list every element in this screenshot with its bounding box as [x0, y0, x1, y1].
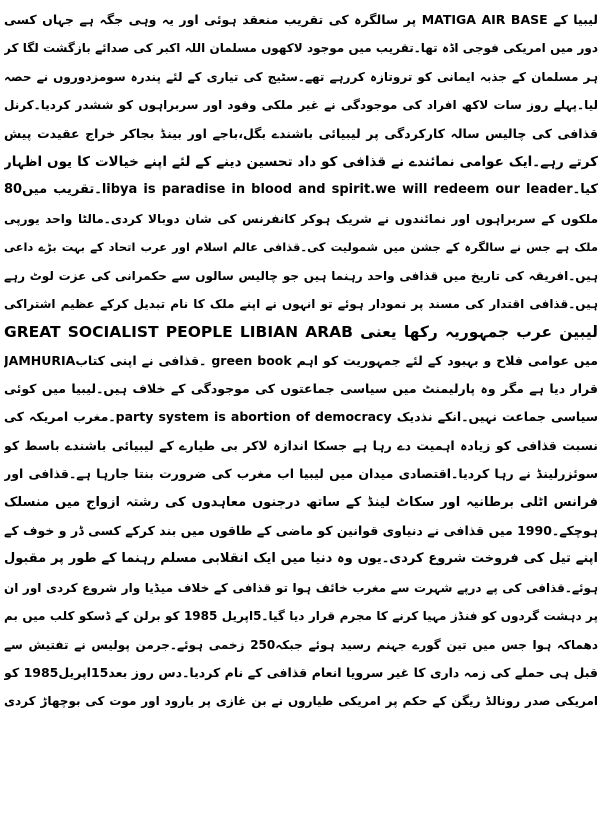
text-line-4: لیا۔پہلے روز سات لاکھ افراد کی موجودگی نے غیر ملکی وفود اور سربراہوں کو ششدر کردیا۔کرنل [4, 98, 598, 113]
text-line-1: لیبیا کے MATIGA AIR BASE پر سالگرہ کی تقریب منعقد ہوئی اور یہ وہی جگہ ہے جہاں کسی [4, 12, 598, 27]
text-line-17: سوئزرلینڈ نے رہا کردیا۔اقتصادی میدان میں لیبیا اب مغرب کی ضرورت بنتا جارہا ہے۔قذافی اور [4, 466, 598, 482]
text-line-2: دور میں امریکی فوجی اڈہ تھا۔تقریب میں موجود لاکھوں مسلمان اللہ اکبر کی صدائے بازگشت لگا کر [4, 41, 598, 56]
text-line-10: ہیں۔افریقہ کی تاریخ میں قذافی واحد رہنما ہیں جو چالیس سالوں سے حکمرانی کی عزت لوٹ رہے [4, 268, 598, 283]
text-line-3: ہر مسلمان کے جذبہ ایمانی کو تروتازہ کررہے تھے۔سٹیج کی تیاری کے لئے پندرہ سومزدوروں نے حصہ [4, 69, 598, 84]
text-line-19: ہوچکے۔1990 میں قذافی نے دنیاوی قوانین کو ماضی کے طاقوں میں بند کرکے کسی ڈر و خوف کے [4, 523, 598, 539]
text-line-25: امریکی صدر رونالڈ ریگن کے حکم پر امریکی طیاروں نے بن غازی پر بارود اور موت کی بوچھاڑ کردی [4, 694, 598, 709]
text-line-22: پر دہشت گردوں کو فنڈز مہیا کرنے کا مجرم قرار دیا گیا۔5اپریل 1985 کو برلن کے ڈسکو کلب میں بم [4, 609, 598, 624]
text-line-13: JAMHURIA۔قذافی نے اپنی کتاب green book میں عوامی فلاح و بہبود کے لئے جمہوریت کو اہم [4, 352, 598, 368]
article-text [4, 6, 598, 716]
text-line-7: کیا۔libya is paradise in blood and spirit.we will redeem our leader۔تقریب میں80 [4, 182, 598, 198]
text-line-12: لیبین عرب جمہوریہ رکھا یعنی GREAT SOCIALIST PEOPLE LIBIAN ARAB [4, 323, 598, 342]
text-line-5: قذافی کی چالیس سالہ کارکردگی پر لیبیائی باشندے بگل،باجے اور بینڈ بجاکر خراج عقیدت پیش [4, 125, 598, 141]
text-line-11: ہیں۔قذافی اقتدار کی مسند پر نمودار ہوئے تو انہوں نے اپنے ملک کا نام تبدیل کرکے عظیم اشتراکی [4, 296, 598, 311]
text-line-16: نسبت قذافی کو زیادہ اہمیت دے رہا ہے جسکا اندازہ لاکر بی طیارے کے لیبیائی باشندے باسط کو [4, 437, 598, 453]
text-line-15: سیاسی جماعت نہیں۔انکے نذدیک party system is abortion of democracy۔مغرب امریکہ کی [4, 409, 598, 425]
text-line-6: کرتے رہے۔ایک عوامی نمائندے نے قذافی کو داد تحسین دینے کے لئے اپنے خیالات کا یوں اظہار [4, 153, 598, 170]
text-line-21: ہوئے۔قذافی کی پے درپے شہرت سے مغرب خائف ہوا تو قذافی کے خلاف میڈیا وار شروع کردی اور ان [4, 580, 598, 595]
text-line-8: ملکوں کے سربراہوں اور نمائندوں نے شریک ہوکر کانفرنس کی شان دوبالا کردی۔مالٹا واحد یورپی [4, 211, 598, 226]
text-line-18: فرانس اٹلی برطانیہ اور سکاٹ لینڈ کے ساتھ درجنوں معاہدوں کی رشتہ ازواج میں منسلک [4, 494, 598, 510]
text-line-20: اپنے تیل کی فروخت شروع کردی۔یوں وہ دنیا میں ایک انقلابی مسلم رہنما کے طور پر مقبول [4, 551, 598, 567]
text-line-23: دھماکہ ہوا جس میں تین گورے جہنم رسید ہوئے جبکہ250 زخمی ہوئے۔جرمن پولیس نے تفتیش سے [4, 637, 598, 652]
text-line-24: قبل ہی حملے کی زمہ داری کا غیر سرویا انعام قذافی کے نام کردیا۔دس روز بعد15اپریل1985 کو [4, 664, 598, 680]
text-line-14: قرار دیا ہے مگر وہ پارلیمنٹ میں سیاسی جماعتوں کی موجودگی کے خلاف ہیں۔لیبیا میں کوئی [4, 381, 598, 397]
text-line-9: ملک ہے جس نے سالگرہ کے جشن میں شمولیت کی۔قذافی عالم اسلام اور عرب اتحاد کے بہت بڑے داعی [4, 240, 598, 255]
